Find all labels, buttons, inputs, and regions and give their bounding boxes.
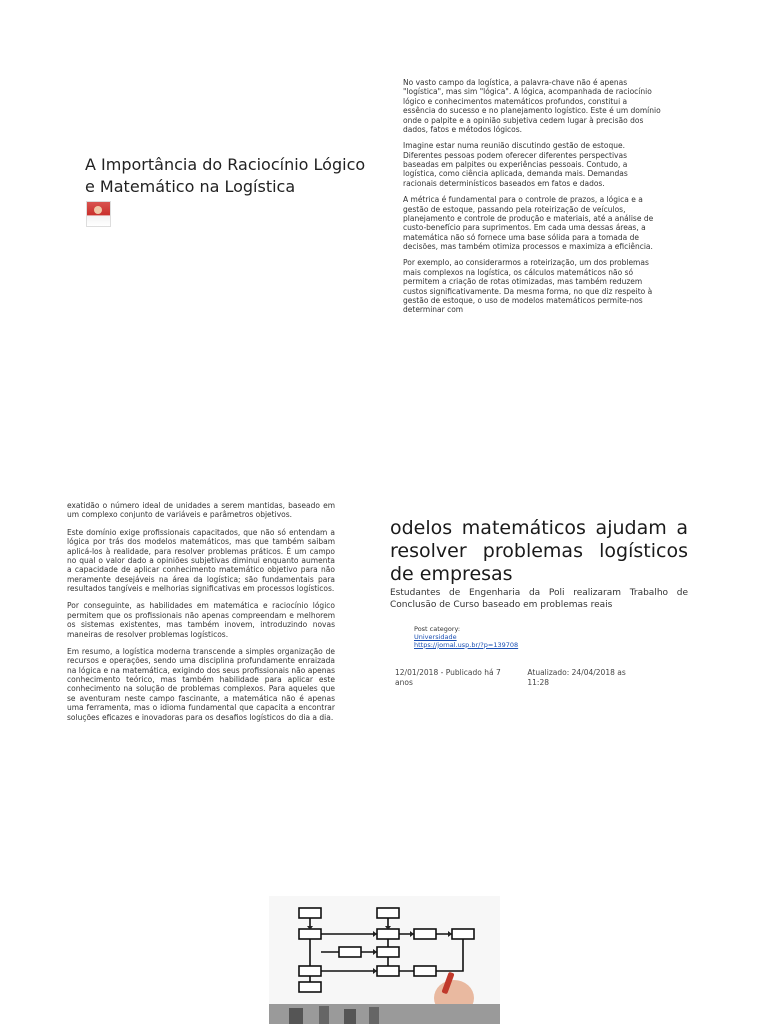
updated-date: Atualizado: 24/04/2018 as 11:28 [527, 668, 626, 687]
article-left-column [67, 501, 335, 730]
article-title: A Importância do Raciocínio Lógico e Matemático na Logística [85, 155, 366, 196]
paragraph: Por conseguinte, as habilidades em matemática e raciocínio lógico permitem que os profissionais não apenas compreendam e melhorem os sistemas existentes, mas também inovem, introduzindo novas maneiras de resolver problemas logísticos. [67, 601, 335, 639]
paragraph: Por exemplo, ao considerarmos a roteirização, um dos problemas mais complexos na logística, os cálculos matemáticos não só permitem a criação de rotas otimizadas, mas também reduzem custos significativamente. Da mesma forma, no que diz respeito à gestão de estoque, o uso de modelos matemáticos permite-nos determinar com [403, 258, 653, 315]
paragraph: Este domínio exige profissionais capacitados, que não só entendam a lógica por trás dos modelos matemáticos, mas que também saibam aplicá-los à realidade, para resolver problemas práticos. É um campo no qual o valor dado a opiniões subjetivas diminui enquanto aumenta a capacidade de aplicar conhecimento matemático objetivo para não meramente desejáveis na área da logística; são fundamentais para resultados tangíveis e melhorias significativas em processos logísticos. [67, 527, 335, 593]
flowchart-image [269, 896, 500, 1024]
flowchart-illustration [269, 896, 500, 1024]
paragraph: Imagine estar numa reunião discutindo gestão de estoque. Diferentes pessoas podem oferecer diferentes perspectivas baseadas em palpites ou experiências pessoais. Contudo, a logística, como ciência aplicada, demanda mais. Demandas racionais determinísticos baseados em fatos e dados. [403, 141, 628, 188]
news-subheadline: Estudantes de Engenharia da Poli realizaram Trabalho de Conclusão de Curso baseado em problemas reais [390, 588, 688, 610]
post-dates [395, 668, 695, 688]
paragraph: exatidão o número ideal de unidades a serem mantidas, baseado em um complexo conjunto de variáveis e parâmetros objetivos. [67, 501, 335, 520]
paragraph: No vasto campo da logística, a palavra-chave não é apenas "logística", mas sim "lógica". A lógica, acompanhada de raciocínio lógico e conhecimentos matemáticos profundos, constitui a essência do sucesso e no planejamento logístico. Este é um domínio onde o palpite e a opinião subjetiva cedem lugar à precisão dos dados, fatos e métodos lógicos. [403, 78, 661, 134]
author-avatar [86, 201, 111, 227]
post-meta [414, 626, 534, 649]
category-link[interactable]: Universidade [414, 632, 457, 641]
paragraph: Em resumo, a logística moderna transcende a simples organização de recursos e operações, sendo uma disciplina profundamente enraizada na lógica e na matemática, exigindo dos seus profissionais não apenas conhecimento teórico, mas também habilidade para aplicar este conhecimento na solução de problemas complexos. Para aqueles que se aventuram neste campo fascinante, a matemática não é apenas uma ferramenta, mas o idioma fundamental que capacita a encontrar soluções eficazes e inovadoras para os desafios logísticos do dia a dia. [67, 646, 335, 722]
post-category-label: Post category: [414, 625, 461, 633]
article-right-column [403, 78, 661, 322]
published-date: 12/01/2018 - Publicado há 7 anos [395, 668, 501, 687]
avatar-face [94, 206, 102, 214]
post-url-link[interactable]: https://jornal.usp.br/?p=139708 [414, 640, 519, 649]
paragraph: A métrica é fundamental para o controle de prazos, a lógica e a gestão de estoque, passando pela roteirização de veículos, planejamento e controle de produção e materiais, até a análise de custo-benefício para suprimentos. Em cada uma dessas áreas, a matemática não só fornece uma base sólida para a tomada de decisões, mas também otimiza processos e maximiza a eficiência. [403, 195, 654, 251]
news-headline: odelos matemáticos ajudam a resolver problemas logísticos de empresas [390, 517, 688, 585]
